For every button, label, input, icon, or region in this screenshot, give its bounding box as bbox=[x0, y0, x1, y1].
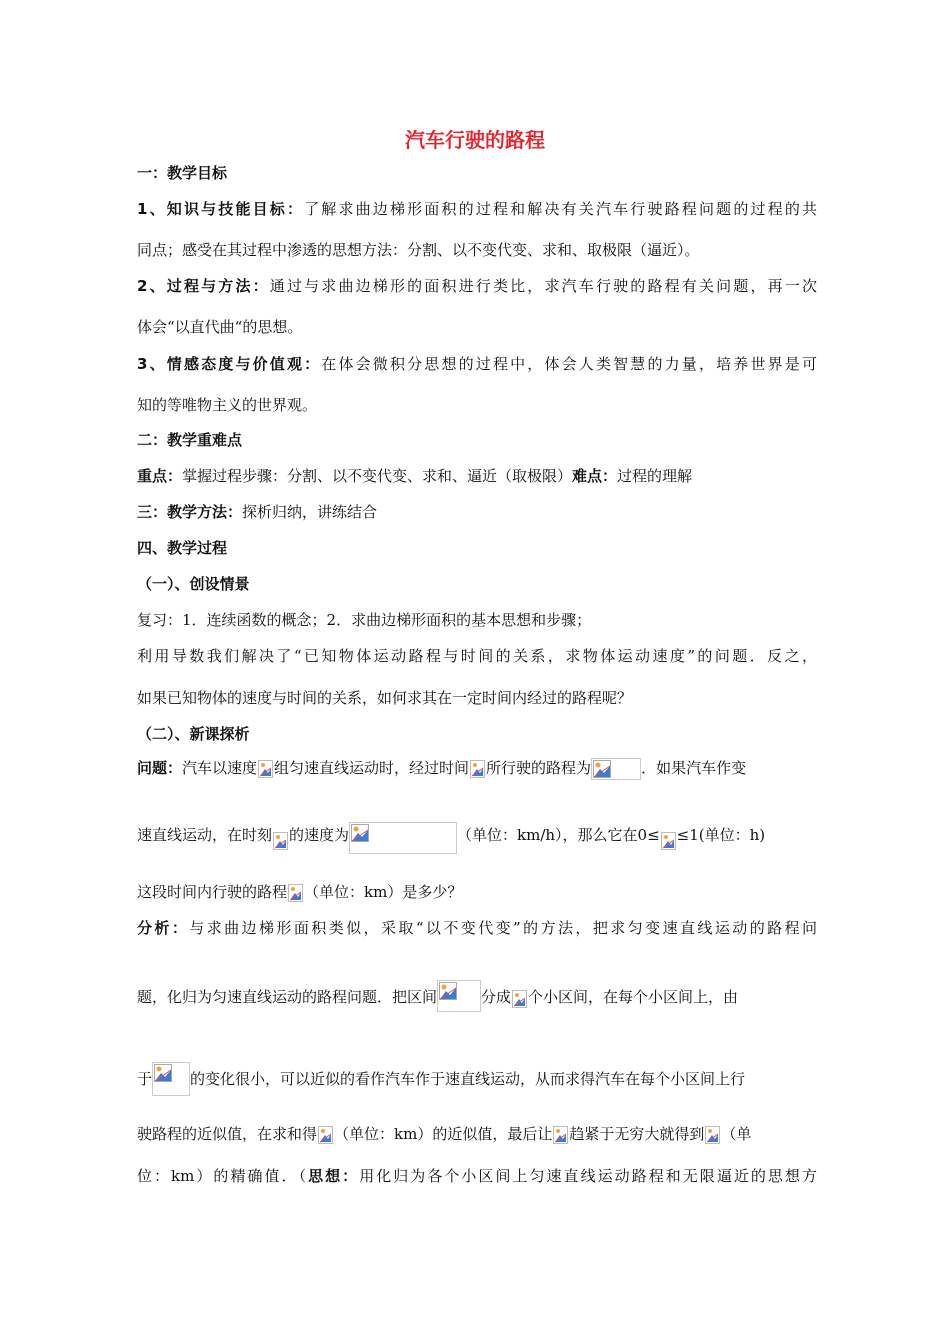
thought-label: 思想： bbox=[308, 1167, 360, 1185]
subsection-2-heading: （二）、新课探析 bbox=[137, 725, 250, 743]
problem-line-1 bbox=[137, 758, 817, 780]
broken-image-icon bbox=[591, 758, 641, 780]
analysis-line-1 bbox=[137, 918, 817, 938]
analysis-text: 驶路程的近似值，在求和得 bbox=[137, 1125, 318, 1143]
goal-2-line-2: 体会“以直代曲“的思想。 bbox=[137, 318, 303, 336]
broken-image-icon bbox=[661, 832, 676, 850]
problem-text: 组匀速直线运动时，经过时间 bbox=[274, 759, 470, 777]
goal-2-label: 2、过程与方法： bbox=[137, 277, 270, 295]
broken-image-icon bbox=[273, 832, 288, 850]
problem-label: 问题： bbox=[137, 759, 183, 777]
broken-image-icon bbox=[512, 990, 527, 1008]
problem-text: 速直线运动，在时刻 bbox=[137, 826, 273, 844]
problem-text: 的速度为 bbox=[289, 826, 350, 844]
goal-1-label: 1、知识与技能目标： bbox=[137, 200, 305, 218]
broken-image-icon bbox=[437, 980, 481, 1012]
document-title: 汽车行驶的路程 bbox=[405, 128, 545, 152]
problem-text: ．如果汽车作变 bbox=[641, 759, 747, 777]
key-points-line bbox=[137, 466, 817, 486]
problem-text: 这段时间内行驶的路程 bbox=[137, 883, 288, 901]
analysis-text: 于 bbox=[137, 1070, 153, 1088]
problem-text: （单位：km）是多少？ bbox=[304, 883, 463, 901]
problem-text: （单位：km/h），那么它在0≤ bbox=[457, 826, 660, 844]
difficulty-text: 过程的理解 bbox=[617, 467, 693, 485]
goal-1-line-2: 同点；感受在其过程中渗透的思想方法：分割、以不变代变、求和、取极限（逼近）。 bbox=[137, 241, 700, 259]
broken-image-icon bbox=[349, 822, 457, 854]
analysis-text: 分成 bbox=[481, 988, 512, 1006]
key-points-label: 重点： bbox=[137, 467, 183, 485]
section-3-line bbox=[137, 502, 817, 522]
analysis-line-3 bbox=[137, 1062, 817, 1096]
analysis-text: （单位：km）的近似值，最后让 bbox=[334, 1125, 553, 1143]
analysis-text: 个小区间，在每个小区间上，由 bbox=[528, 988, 739, 1006]
section-4-heading: 四、教学过程 bbox=[137, 539, 228, 557]
goal-3-line-2: 知的等唯物主义的世界观。 bbox=[137, 396, 318, 414]
analysis-line-2 bbox=[137, 980, 817, 1012]
broken-image-icon bbox=[553, 1126, 568, 1144]
analysis-line-5 bbox=[137, 1166, 817, 1186]
broken-image-icon bbox=[705, 1126, 720, 1144]
goal-1-line-1 bbox=[137, 199, 817, 219]
analysis-text: （单 bbox=[721, 1125, 752, 1143]
section-3-label: 三：教学方法： bbox=[137, 503, 243, 521]
broken-image-icon bbox=[152, 1062, 190, 1096]
section-2-heading: 二：教学重难点 bbox=[137, 431, 243, 449]
problem-line-3 bbox=[137, 882, 817, 902]
goal-1-text-a: 了解求曲边梯形面积的过程和解决有关汽车行驶路程问题的过程的共 bbox=[304, 200, 817, 218]
subsection-1-heading: （一）、创设情景 bbox=[137, 575, 250, 593]
intro-line-1: 利用导数我们解决了“已知物体运动路程与时间的关系，求物体运动速度”的问题．反之， bbox=[137, 647, 817, 665]
problem-text: 所行驶的路程为 bbox=[486, 759, 592, 777]
section-3-text: 探析归纳，讲练结合 bbox=[242, 503, 378, 521]
goal-3-text-a: 在体会微积分思想的过程中，体会人类智慧的力量，培养世界是可 bbox=[321, 355, 817, 373]
problem-text: 汽车以速度 bbox=[182, 759, 258, 777]
analysis-text: 位：km）的精确值．（ bbox=[137, 1167, 309, 1185]
analysis-text: 与求曲边梯形面积类似，采取“以不变代变”的方法，把求匀变速直线运动的路程问 bbox=[189, 919, 817, 937]
analysis-text: 题，化归为匀速直线运动的路程问题．把区间 bbox=[137, 988, 438, 1006]
intro-line-2: 如果已知物体的速度与时间的关系，如何求其在一定时间内经过的路程呢？ bbox=[137, 689, 633, 707]
broken-image-icon bbox=[470, 760, 485, 778]
broken-image-icon bbox=[258, 760, 273, 778]
problem-text: ≤1(单位：h) bbox=[676, 826, 766, 844]
goal-3-label: 3、情感态度与价值观： bbox=[137, 355, 322, 373]
difficulty-label: 难点： bbox=[572, 467, 618, 485]
goal-2-line-1 bbox=[137, 276, 817, 296]
analysis-text: 的变化很小，可以近似的看作汽车作于速直线运动，从而求得汽车在每个小区间上行 bbox=[190, 1070, 746, 1088]
section-1-heading: 一：教学目标 bbox=[137, 164, 228, 182]
analysis-label: 分析： bbox=[137, 919, 190, 937]
review-line: 复习：1．连续函数的概念；2．求曲边梯形面积的基本思想和步骤； bbox=[137, 611, 592, 629]
analysis-line-4 bbox=[137, 1124, 817, 1144]
analysis-text: 用化归为各个小区间上匀速直线运动路程和无限逼近的思想方 bbox=[359, 1167, 817, 1185]
broken-image-icon bbox=[288, 884, 303, 902]
goal-2-text-a: 通过与求曲边梯形的面积进行类比，求汽车行驶的路程有关问题，再一次 bbox=[269, 277, 817, 295]
broken-image-icon bbox=[318, 1126, 333, 1144]
analysis-text: 趋紧于无穷大就得到 bbox=[569, 1125, 705, 1143]
goal-3-line-1 bbox=[137, 354, 817, 374]
key-points-text: 掌握过程步骤：分割、以不变代变、求和、逼近（取极限） bbox=[182, 467, 573, 485]
problem-line-2 bbox=[137, 822, 817, 854]
